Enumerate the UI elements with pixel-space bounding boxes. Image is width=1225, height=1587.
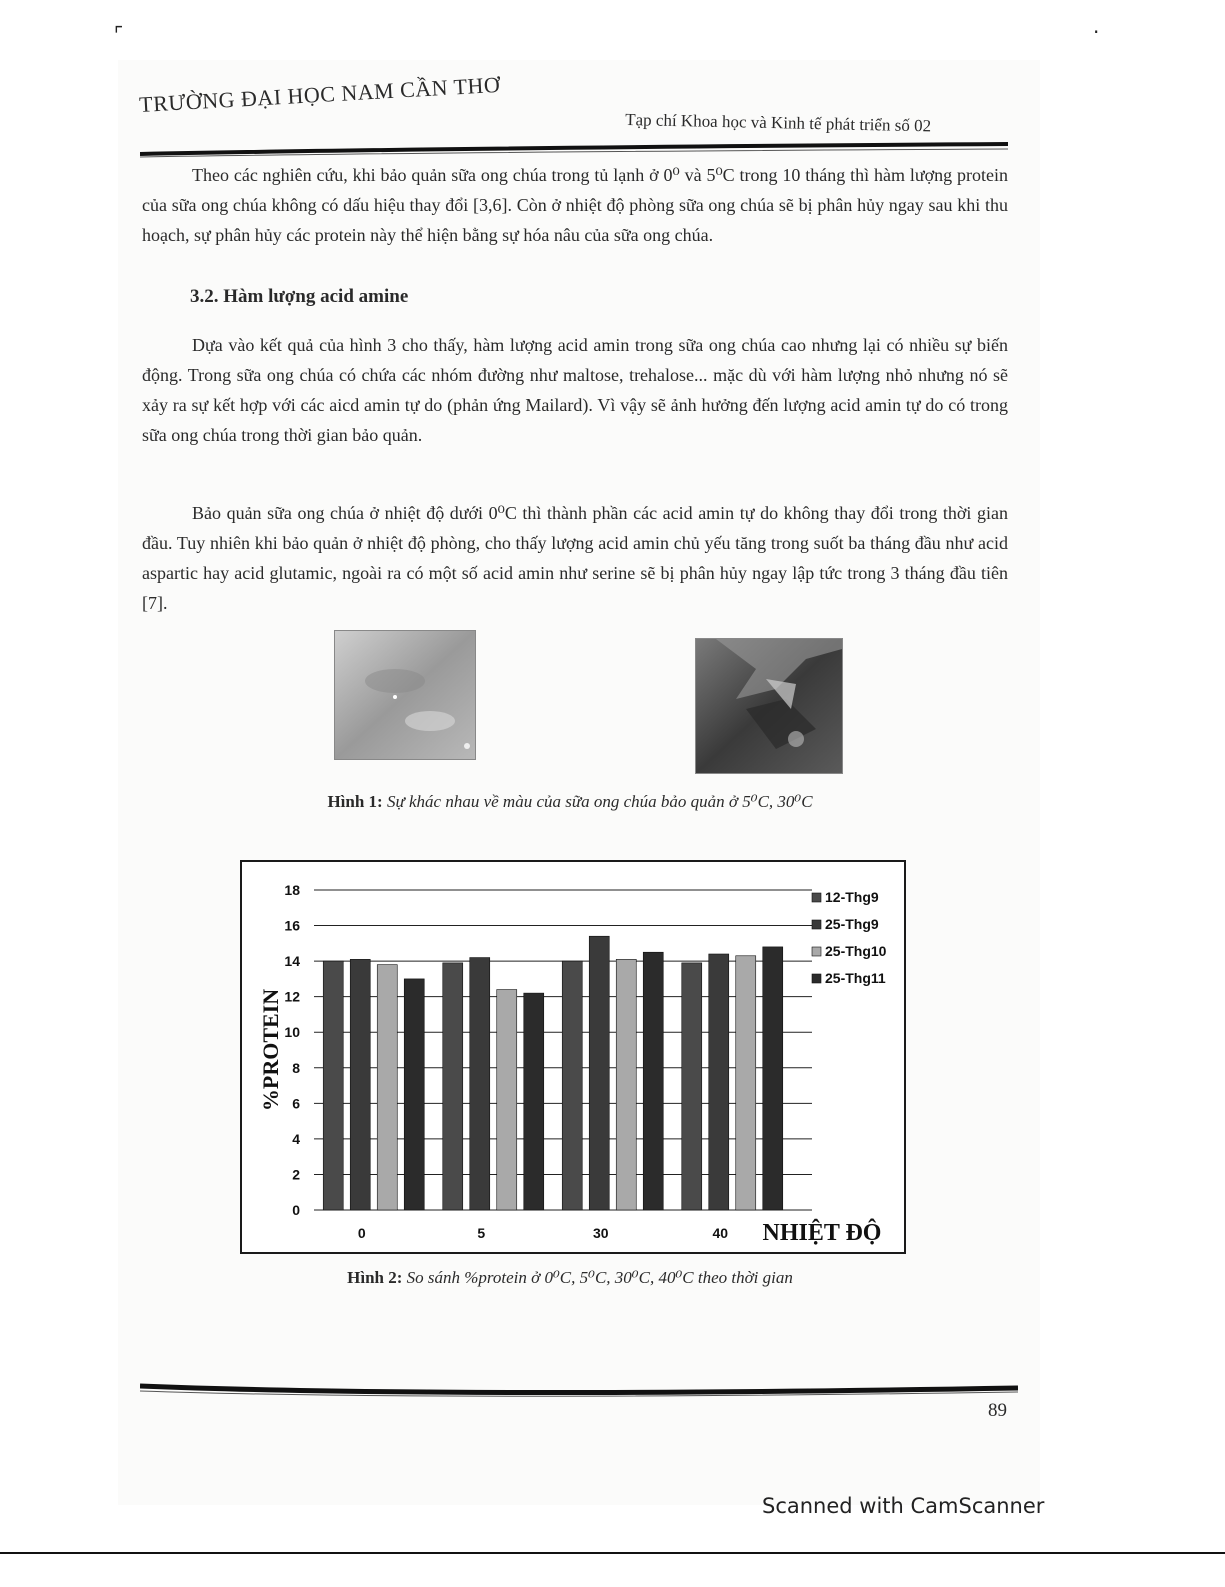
legend-label: 25-Thg9 (825, 916, 879, 932)
bar-12-Thg9-40 (682, 963, 702, 1210)
figure2-text: So sánh %protein ở 0⁰C, 5⁰C, 30⁰C, 40⁰C theo thời gian (406, 1268, 793, 1287)
bar-25-Thg9-0 (350, 959, 370, 1210)
figure1-text: Sự khác nhau về màu của sữa ong chúa bảo quản ở 5⁰C, 30⁰C (386, 792, 813, 811)
photo-royal-jelly-30c (695, 638, 843, 774)
legend-swatch (812, 974, 821, 983)
y-tick-label: 2 (292, 1166, 300, 1183)
figure1-label: Hình 1: (327, 792, 383, 811)
protein-bar-chart (242, 862, 904, 1252)
legend-label: 12-Thg9 (825, 889, 879, 905)
corner-mark-left: ⌜ (114, 22, 124, 46)
legend-label: 25-Thg10 (825, 943, 887, 959)
bar-12-Thg9-5 (443, 963, 463, 1210)
header-university: TRƯỜNG ĐẠI HỌC NAM CẦN THƠ (138, 71, 501, 118)
bar-25-Thg9-30 (589, 936, 609, 1210)
legend-swatch (812, 947, 821, 956)
bar-25-Thg10-0 (377, 965, 397, 1210)
paragraph-amino-acid-variation: Dựa vào kết quả của hình 3 cho thấy, hàm lượng acid amin trong sữa ong chúa cao nhưng lại có nhiều sự biến động. Trong sữa ong chúa có chứa các nhóm đường như maltose, trehalose... mặc dù với hàm lượng nhỏ nhưng nó sẽ xảy ra sự kết hợp với các aicd amin tự do (phản ứng Mailard). Vì vậy sẽ ảnh hưởng đến lượng acid amin tự do có trong sữa ong chúa trong thời gian bảo quản. (142, 335, 1008, 445)
y-tick-label: 12 (284, 988, 300, 1005)
bar-25-Thg10-40 (736, 956, 756, 1210)
y-tick-label: 16 (284, 917, 300, 934)
paragraph-amino-acid-storage: Bảo quản sữa ong chúa ở nhiệt độ dưới 0⁰C thì thành phần các acid amin tự do không thay đổi trong thời gian đầu. Tuy nhiên khi bảo quản ở nhiệt độ phòng, cho thấy lượng acid amin chủ yếu tăng trong suốt ba tháng đầu như acid aspartic hay acid glutamic, ngoài ra có một số acid amin như serine sẽ bị phân hủy ngay lập tức trong 3 tháng đầu tiên [7]. (142, 503, 1008, 613)
y-tick-label: 14 (284, 953, 300, 970)
section-title: 3.2. Hàm lượng acid amine (190, 286, 409, 307)
paragraph-protein-storage: Theo các nghiên cứu, khi bảo quản sữa ong chúa trong tủ lạnh ở 0⁰ và 5⁰C trong 10 tháng thì hàm lượng protein của sữa ong chúa không có dấu hiệu thay đổi [3,6]. Còn ở nhiệt độ phòng sữa ong chúa sẽ bị phân hủy ngay sau khi thu hoạch, sự phân hủy các protein này thể hiện bằng sự hóa nâu của sữa ong chúa. (142, 165, 1008, 245)
bar-25-Thg9-40 (709, 954, 729, 1210)
bar-25-Thg11-5 (524, 993, 544, 1210)
scanned-page (118, 60, 1040, 1505)
x-tick-label: 30 (592, 1225, 609, 1241)
bar-25-Thg11-30 (643, 952, 663, 1210)
header-rule (140, 140, 1008, 158)
legend-swatch (812, 893, 821, 902)
x-tick-label: 40 (712, 1225, 729, 1241)
scanner-bottom-bar (0, 1552, 1225, 1587)
y-axis-label: %PROTEIN (258, 988, 283, 1112)
legend-swatch (812, 920, 821, 929)
y-tick-label: 10 (284, 1024, 300, 1041)
y-tick-label: 4 (292, 1130, 300, 1147)
x-tick-label: 5 (477, 1225, 486, 1241)
photo-royal-jelly-5c (334, 630, 476, 760)
legend-label: 25-Thg11 (825, 970, 886, 986)
y-tick-label: 6 (292, 1095, 300, 1112)
bar-25-Thg11-0 (404, 979, 424, 1210)
scanner-watermark: Scanned with CamScanner (762, 1494, 1045, 1518)
bar-25-Thg10-30 (616, 959, 636, 1210)
header-journal: Tạp chí Khoa học và Kinh tế phát triển số 02 (625, 110, 932, 136)
y-tick-label: 0 (292, 1202, 300, 1218)
y-tick-label: 8 (292, 1059, 300, 1076)
corner-mark-right: · (1093, 20, 1100, 44)
bar-25-Thg10-5 (497, 990, 517, 1210)
figure2-label: Hình 2: (347, 1268, 403, 1287)
protein-chart-frame (240, 860, 906, 1254)
bar-12-Thg9-0 (323, 961, 343, 1210)
page-number: 89 (988, 1400, 1007, 1421)
figure1-caption (230, 792, 910, 812)
y-tick-label: 18 (284, 882, 300, 898)
bar-12-Thg9-30 (562, 961, 582, 1210)
x-axis-label: NHIỆT ĐỘ (762, 1220, 882, 1246)
bar-25-Thg11-40 (763, 947, 783, 1210)
bar-25-Thg9-5 (470, 958, 490, 1210)
bottom-rule (140, 1382, 1018, 1402)
x-tick-label: 0 (357, 1225, 366, 1241)
figure2-caption (260, 1268, 880, 1288)
